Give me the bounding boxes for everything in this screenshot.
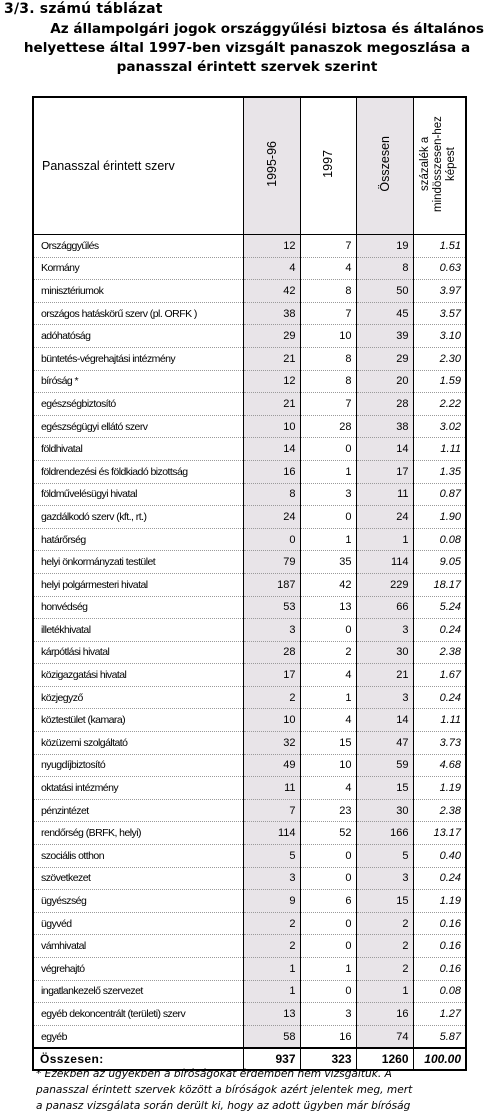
value-percent: 1.11 [413, 709, 466, 732]
organ-name: adóhatóság [33, 325, 243, 348]
value-1995-96: 21 [243, 393, 300, 416]
organ-name: köztestület (kamara) [33, 709, 243, 732]
value-1997: 0 [300, 912, 356, 935]
value-1995-96: 17 [243, 664, 300, 687]
value-1995-96: 42 [243, 280, 300, 303]
value-percent: 4.68 [413, 754, 466, 777]
value-1997: 0 [300, 980, 356, 1003]
table-row [33, 822, 466, 845]
value-total: 2 [356, 935, 413, 958]
value-total: 8 [356, 257, 413, 280]
value-1995-96: 14 [243, 438, 300, 461]
table-row [33, 528, 466, 551]
title-line-1: Az állampolgári jogok országgyűlési biztosa és általános [50, 21, 484, 37]
value-1995-96: 114 [243, 822, 300, 845]
value-1997: 7 [300, 235, 356, 258]
value-total: 3 [356, 619, 413, 642]
organ-name: ingatlankezelő szervezet [33, 980, 243, 1003]
organ-name: Országgyűlés [33, 235, 243, 258]
value-1995-96: 10 [243, 415, 300, 438]
value-percent: 3.73 [413, 732, 466, 755]
value-1997: 28 [300, 415, 356, 438]
organ-name: kárpótlási hivatal [33, 641, 243, 664]
total-label: Összesen: [33, 1048, 243, 1070]
table-row [33, 1025, 466, 1048]
value-total: 28 [356, 393, 413, 416]
value-total: 14 [356, 438, 413, 461]
organ-name: rendőrség (BRFK, helyi) [33, 822, 243, 845]
organ-name: egészségbiztosító [33, 393, 243, 416]
organ-name: illetékhivatal [33, 619, 243, 642]
value-1997: 8 [300, 370, 356, 393]
value-total: 47 [356, 732, 413, 755]
table-row [33, 664, 466, 687]
value-1997: 0 [300, 867, 356, 890]
value-1997: 4 [300, 257, 356, 280]
value-percent: 1.27 [413, 1003, 466, 1026]
footnote [36, 1066, 461, 1114]
table-row [33, 415, 466, 438]
value-1995-96: 21 [243, 347, 300, 370]
total-percent: 100.00 [413, 1048, 466, 1070]
value-1995-96: 38 [243, 302, 300, 325]
value-1995-96: 32 [243, 732, 300, 755]
value-total: 20 [356, 370, 413, 393]
organ-name: honvédség [33, 596, 243, 619]
value-1997: 0 [300, 845, 356, 868]
table-body [33, 235, 466, 1049]
footnote-line-1: * Ezekben az ügyekben a bíróságokat érdemben nem vizsgáltuk. A [36, 1068, 392, 1080]
value-1995-96: 0 [243, 528, 300, 551]
value-1995-96: 79 [243, 551, 300, 574]
value-total: 66 [356, 596, 413, 619]
organ-name: közjegyző [33, 686, 243, 709]
table-row [33, 754, 466, 777]
table-row [33, 980, 466, 1003]
table-row [33, 845, 466, 868]
table-row [33, 460, 466, 483]
table-row [33, 777, 466, 800]
value-1995-96: 10 [243, 709, 300, 732]
value-total: 59 [356, 754, 413, 777]
value-percent: 1.67 [413, 664, 466, 687]
value-1995-96: 24 [243, 506, 300, 529]
table-row [33, 890, 466, 913]
value-1997: 16 [300, 1025, 356, 1048]
value-1995-96: 29 [243, 325, 300, 348]
value-1997: 2 [300, 641, 356, 664]
value-1997: 23 [300, 799, 356, 822]
value-1995-96: 58 [243, 1025, 300, 1048]
value-total: 114 [356, 551, 413, 574]
organ-name: országos hatáskörű szerv (pl. ORFK ) [33, 302, 243, 325]
table-row [33, 867, 466, 890]
organ-name: vámhivatal [33, 935, 243, 958]
value-1995-96: 12 [243, 235, 300, 258]
value-1995-96: 1 [243, 958, 300, 981]
value-1995-96: 7 [243, 799, 300, 822]
organ-name: egészségügyi ellátó szerv [33, 415, 243, 438]
value-total: 1 [356, 528, 413, 551]
value-1995-96: 3 [243, 867, 300, 890]
value-1995-96: 2 [243, 912, 300, 935]
table-row [33, 551, 466, 574]
table-row [33, 732, 466, 755]
value-total: 17 [356, 460, 413, 483]
column-header-1997: 1997 [300, 97, 356, 235]
footnote-line-3: a panasz vizsgálata során derült ki, hogy az adott ügyben már bíróság [36, 1100, 411, 1112]
value-total: 74 [356, 1025, 413, 1048]
value-1997: 10 [300, 325, 356, 348]
organ-name: szövetkezet [33, 867, 243, 890]
value-total: 11 [356, 483, 413, 506]
value-total: 15 [356, 890, 413, 913]
value-1995-96: 5 [243, 845, 300, 868]
value-1997: 10 [300, 754, 356, 777]
table-row [33, 325, 466, 348]
value-percent: 5.87 [413, 1025, 466, 1048]
organ-name: földművelésügyi hivatal [33, 483, 243, 506]
table-row [33, 393, 466, 416]
value-total: 3 [356, 686, 413, 709]
value-1997: 1 [300, 528, 356, 551]
value-1997: 1 [300, 686, 356, 709]
value-1997: 1 [300, 958, 356, 981]
value-percent: 0.24 [413, 867, 466, 890]
value-percent: 1.35 [413, 460, 466, 483]
header-row [33, 97, 466, 235]
table-row [33, 483, 466, 506]
table-row [33, 257, 466, 280]
value-1997: 13 [300, 596, 356, 619]
table-row [33, 370, 466, 393]
table-row [33, 641, 466, 664]
value-total: 16 [356, 1003, 413, 1026]
table-row [33, 235, 466, 258]
organ-name: helyi önkormányzati testület [33, 551, 243, 574]
value-percent: 0.24 [413, 686, 466, 709]
value-percent: 0.08 [413, 980, 466, 1003]
value-1997: 7 [300, 393, 356, 416]
value-total: 39 [356, 325, 413, 348]
value-percent: 1.19 [413, 777, 466, 800]
table-row [33, 912, 466, 935]
value-1997: 8 [300, 347, 356, 370]
organ-name: helyi polgármesteri hivatal [33, 573, 243, 596]
table-row [33, 709, 466, 732]
value-1995-96: 4 [243, 257, 300, 280]
table-row [33, 302, 466, 325]
value-1997: 15 [300, 732, 356, 755]
total-all: 1260 [356, 1048, 413, 1070]
table-title [8, 20, 486, 77]
title-line-3: panasszal érintett szervek szerint [116, 59, 378, 75]
value-percent: 3.10 [413, 325, 466, 348]
value-total: 15 [356, 777, 413, 800]
organ-name: bíróság * [33, 370, 243, 393]
value-percent: 0.87 [413, 483, 466, 506]
organ-name: pénzintézet [33, 799, 243, 822]
value-1995-96: 3 [243, 619, 300, 642]
value-1995-96: 8 [243, 483, 300, 506]
table-row [33, 619, 466, 642]
table-row [33, 506, 466, 529]
value-1995-96: 12 [243, 370, 300, 393]
organ-name: gazdálkodó szerv (kft., rt.) [33, 506, 243, 529]
value-total: 2 [356, 912, 413, 935]
value-percent: 0.16 [413, 958, 466, 981]
value-1995-96: 28 [243, 641, 300, 664]
value-percent: 13.17 [413, 822, 466, 845]
value-total: 229 [356, 573, 413, 596]
value-1995-96: 9 [243, 890, 300, 913]
value-percent: 3.97 [413, 280, 466, 303]
value-percent: 3.57 [413, 302, 466, 325]
organ-name: végrehajtó [33, 958, 243, 981]
value-1995-96: 187 [243, 573, 300, 596]
value-percent: 9.05 [413, 551, 466, 574]
value-total: 45 [356, 302, 413, 325]
table-row [33, 799, 466, 822]
organ-name: földhivatal [33, 438, 243, 461]
organ-name: büntetés-végrehajtási intézmény [33, 347, 243, 370]
organ-name: nyugdíjbiztosító [33, 754, 243, 777]
value-percent: 1.59 [413, 370, 466, 393]
total-1995-96: 937 [243, 1048, 300, 1070]
organ-name: egyéb [33, 1025, 243, 1048]
value-percent: 0.63 [413, 257, 466, 280]
value-1997: 42 [300, 573, 356, 596]
value-total: 3 [356, 867, 413, 890]
value-total: 19 [356, 235, 413, 258]
value-total: 29 [356, 347, 413, 370]
table-row [33, 438, 466, 461]
value-percent: 2.38 [413, 641, 466, 664]
value-1997: 7 [300, 302, 356, 325]
organ-name: ügyészség [33, 890, 243, 913]
table-row [33, 573, 466, 596]
value-1997: 4 [300, 709, 356, 732]
value-1997: 0 [300, 935, 356, 958]
value-percent: 0.16 [413, 935, 466, 958]
title-line-2: helyettese által 1997-ben vizsgált panaszok megoszlása a [23, 40, 471, 56]
value-total: 14 [356, 709, 413, 732]
value-total: 50 [356, 280, 413, 303]
value-1997: 0 [300, 438, 356, 461]
table-row [33, 958, 466, 981]
organ-name: közüzemi szolgáltató [33, 732, 243, 755]
total-1997: 323 [300, 1048, 356, 1070]
value-percent: 5.24 [413, 596, 466, 619]
organ-name: ügyvéd [33, 912, 243, 935]
value-1995-96: 2 [243, 935, 300, 958]
value-total: 2 [356, 958, 413, 981]
column-header-1995-96: 1995-96 [243, 97, 300, 235]
value-1995-96: 49 [243, 754, 300, 777]
value-total: 21 [356, 664, 413, 687]
table-row [33, 935, 466, 958]
value-1997: 4 [300, 777, 356, 800]
value-total: 24 [356, 506, 413, 529]
value-total: 166 [356, 822, 413, 845]
value-1995-96: 16 [243, 460, 300, 483]
organ-name: Kormány [33, 257, 243, 280]
organ-name: szociális otthon [33, 845, 243, 868]
value-1997: 3 [300, 483, 356, 506]
value-1997: 8 [300, 280, 356, 303]
value-percent: 2.30 [413, 347, 466, 370]
value-percent: 0.16 [413, 912, 466, 935]
value-percent: 0.24 [413, 619, 466, 642]
table-row [33, 596, 466, 619]
value-1997: 0 [300, 619, 356, 642]
column-header-percent: százalék a mindösszesen-hez képest [413, 97, 466, 235]
value-1997: 35 [300, 551, 356, 574]
column-header-total: Összesen [356, 97, 413, 235]
value-percent: 3.02 [413, 415, 466, 438]
value-percent: 1.51 [413, 235, 466, 258]
value-total: 30 [356, 641, 413, 664]
column-header-organ: Panasszal érintett szerv [33, 97, 243, 235]
value-1997: 1 [300, 460, 356, 483]
value-1997: 4 [300, 664, 356, 687]
table-row [33, 347, 466, 370]
footnote-line-2: panasszal érintett szervek között a bíróságok azért jelentek meg, mert [36, 1084, 413, 1096]
value-1997: 52 [300, 822, 356, 845]
value-percent: 18.17 [413, 573, 466, 596]
organ-name: határőrség [33, 528, 243, 551]
value-percent: 2.38 [413, 799, 466, 822]
value-percent: 1.90 [413, 506, 466, 529]
value-total: 30 [356, 799, 413, 822]
organ-name: minisztériumok [33, 280, 243, 303]
value-1995-96: 13 [243, 1003, 300, 1026]
value-total: 5 [356, 845, 413, 868]
value-1995-96: 53 [243, 596, 300, 619]
value-percent: 0.08 [413, 528, 466, 551]
table-label: 3/3. számú táblázat [4, 1, 163, 17]
value-1995-96: 2 [243, 686, 300, 709]
value-total: 1 [356, 980, 413, 1003]
value-1997: 3 [300, 1003, 356, 1026]
organ-name: földrendezési és földkiadó bizottság [33, 460, 243, 483]
table-row [33, 1003, 466, 1026]
value-1997: 0 [300, 506, 356, 529]
value-percent: 1.11 [413, 438, 466, 461]
value-percent: 0.40 [413, 845, 466, 868]
value-1995-96: 1 [243, 980, 300, 1003]
table-row [33, 280, 466, 303]
value-1995-96: 11 [243, 777, 300, 800]
complaints-table [32, 96, 467, 1071]
value-percent: 2.22 [413, 393, 466, 416]
organ-name: egyéb dekoncentrált (területi) szerv [33, 1003, 243, 1026]
organ-name: közigazgatási hivatal [33, 664, 243, 687]
value-1997: 6 [300, 890, 356, 913]
value-percent: 1.19 [413, 890, 466, 913]
organ-name: oktatási intézmény [33, 777, 243, 800]
table-row [33, 686, 466, 709]
value-total: 38 [356, 415, 413, 438]
